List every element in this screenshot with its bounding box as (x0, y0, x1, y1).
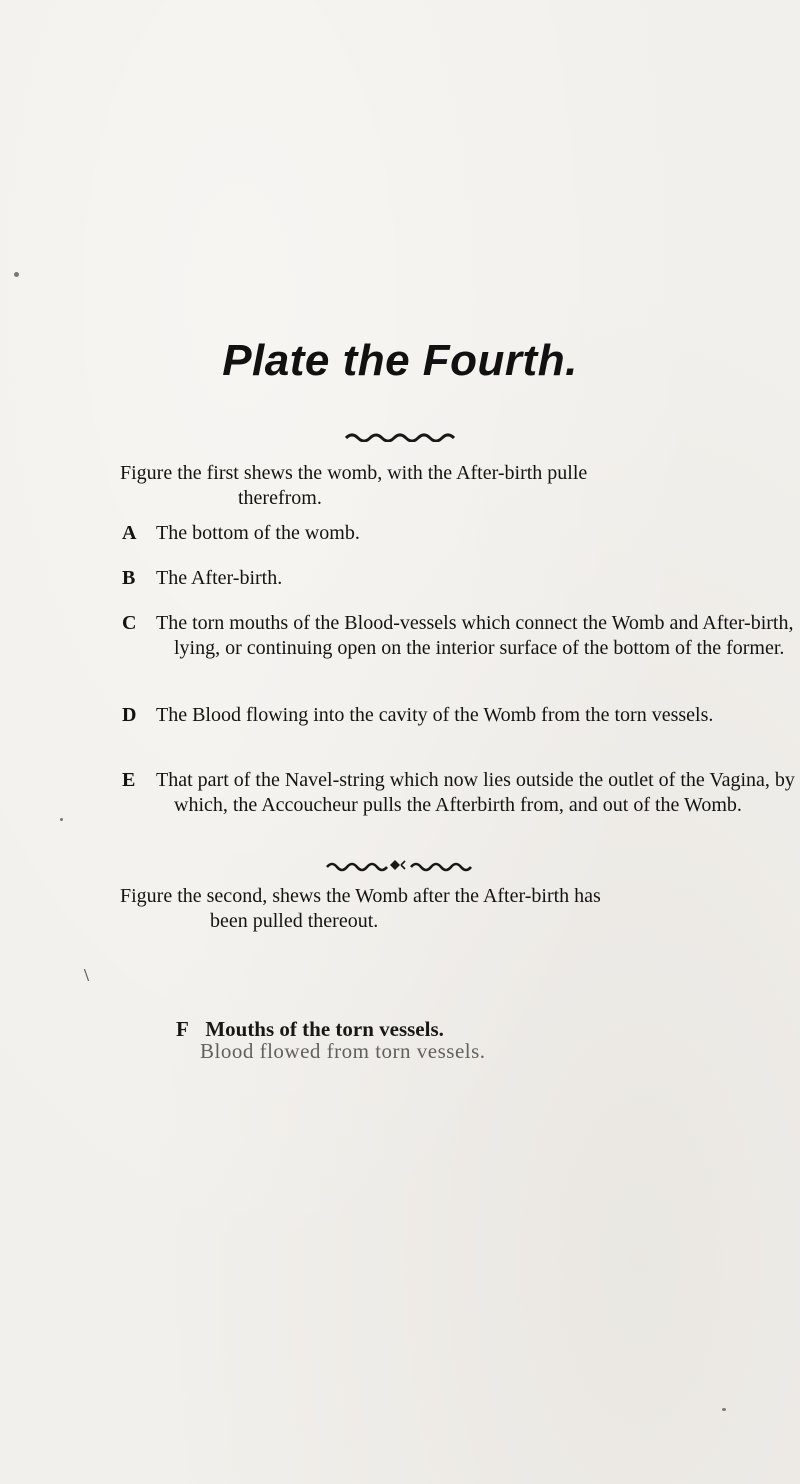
legend-item-e: E That part of the Navel-string which now lies outside the outlet of the Vagina, by which, the Accoucheur pulls the Afterbirth from, and out of the Womb. (122, 769, 795, 816)
figure2-intro-line1: Figure the second, shews the Womb after the After-birth has (120, 885, 601, 907)
legend-text-e: That part of the Navel-string which now lies outside the outlet of the Vagina, by which, the Accoucheur pulls the Afterbirth from, and out of the Womb. (156, 769, 795, 816)
ink-speck (14, 272, 19, 277)
legend-item-c: C The torn mouths of the Blood-vessels which connect the Womb and After-birth, lying, or continuing open on the interior surface of the bottom of the former. (122, 612, 794, 659)
legend-item-b: B The After-birth. (122, 567, 283, 589)
figure1-intro (120, 461, 780, 511)
legend-text-a: The bottom of the womb. (156, 522, 360, 544)
bleed-text-2: Blood flowed from torn vessels. (200, 1039, 486, 1063)
plate-title: Plate the Fourth. (222, 336, 578, 385)
legend-text-c: The torn mouths of the Blood-vessels which connect the Womb and After-birth, lying, or continuing open on the interior surface of the bottom of the former. (156, 612, 794, 659)
legend-text-d: The Blood flowing into the cavity of the Womb from the torn vessels. (156, 704, 714, 726)
legend-text-b: The After-birth. (156, 567, 283, 589)
figure1-intro-line2: therefrom. (238, 487, 322, 509)
ornament-middle (0, 858, 800, 870)
bleed-line-1 (176, 1018, 444, 1040)
bleed-line-2 (200, 1040, 486, 1062)
ink-speck (722, 1408, 726, 1411)
figure2-intro-line2: been pulled thereout. (210, 910, 379, 932)
legend-item-d: D The Blood flowing into the cavity of the Womb from the torn vessels. (122, 704, 714, 726)
ornament-flourish-icon (325, 858, 475, 872)
bleed-text-1: Mouths of the torn vessels. (205, 1017, 444, 1041)
ornament-squiggle-icon (344, 432, 456, 442)
stray-mark: \ (84, 965, 90, 985)
ornament-top (0, 432, 800, 444)
legend-item-a: A The bottom of the womb. (122, 522, 360, 544)
ink-speck (60, 818, 63, 821)
figure2-intro (120, 884, 780, 934)
figure1-intro-line1: Figure the first shews the womb, with the After-birth pulle (120, 462, 588, 484)
bleed-key: F (176, 1017, 189, 1041)
